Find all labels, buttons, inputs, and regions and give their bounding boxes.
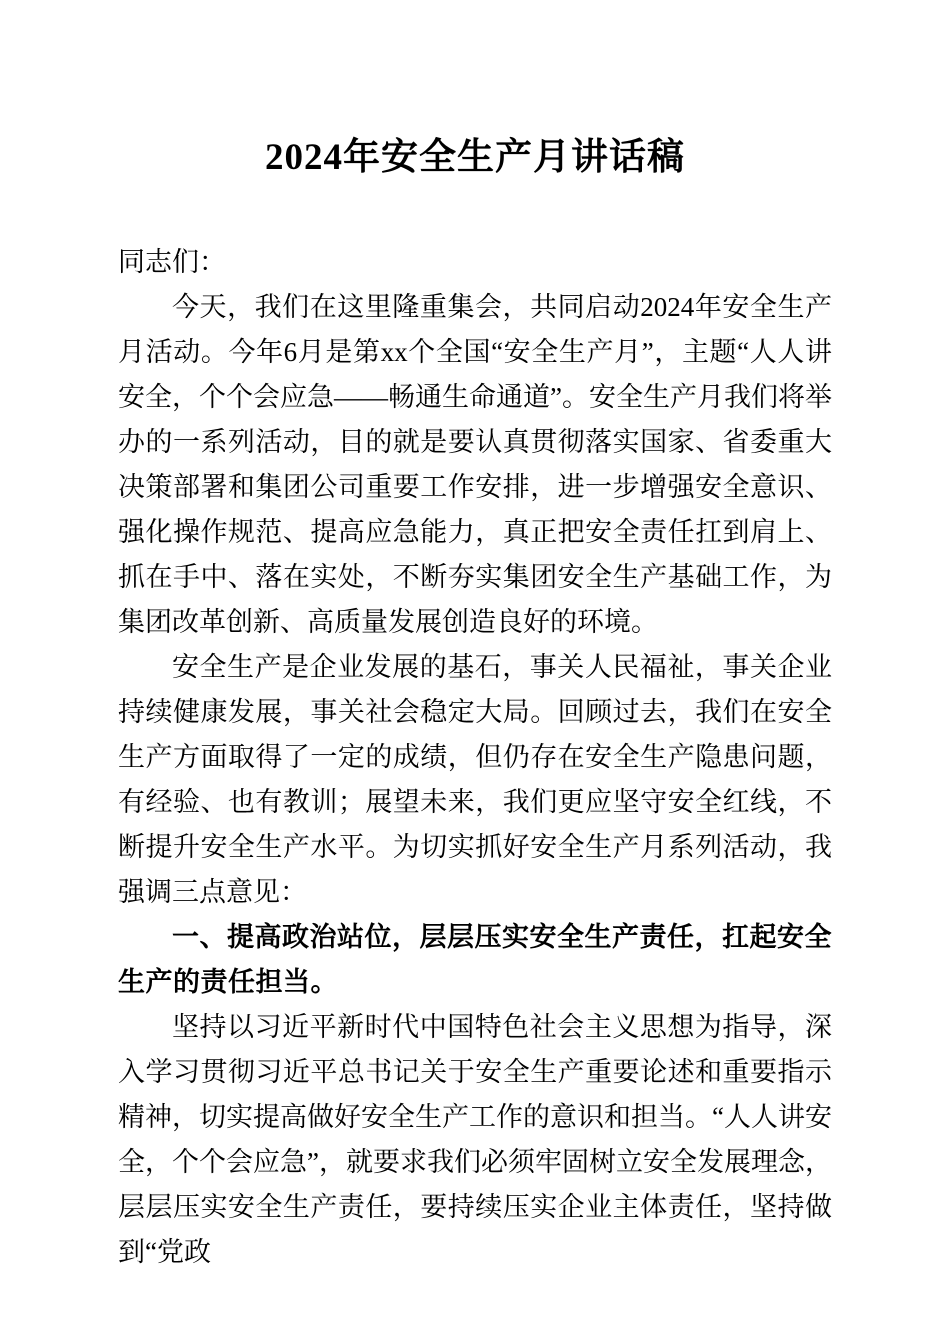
document-title: 2024年安全生产月讲话稿 — [265, 137, 685, 178]
body-paragraph-3: 坚持以习近平新时代中国特色社会主义思想为指导，深入学习贯彻习近平总书记关于安全生产重要论述和重要指示精神，切实提高做好安全生产工作的意识和担当。“人人讲安全，个个会应急”，就要求我们必须牢固树立安全发展理念，层层压实安全生产责任，要持续压实企业主体责任，坚持做到“党政 — [118, 1012, 832, 1267]
salutation-paragraph: 同志们： — [118, 247, 226, 277]
body-paragraph-2: 安全生产是企业发展的基石，事关人民福祉，事关企业持续健康发展，事关社会稳定大局。回顾过去，我们在安全生产方面取得了一定的成绩，但仍存在安全生产隐患问题，有经验、也有教训；展望未来，我们更应坚守安全红线，不断提升安全生产水平。为切实抓好安全生产月系列活动，我强调三点意见： — [118, 652, 832, 907]
body-paragraph-1: 今天，我们在这里隆重集会，共同启动2024年安全生产月活动。今年6月是第xx个全国“安全生产月”，主题“人人讲安全，个个会应急——畅通生命通道”。安全生产月我们将举办的一系列活动，目的就是要认真贯彻落实国家、省委重大决策部署和集团公司重要工作安排，进一步增强安全意识、强化操作规范、提高应急能力，真正把安全责任扛到肩上、抓在手中、落在实处，不断夯实集团安全生产基础工作，为集团改革创新、高质量发展创造良好的环境。 — [118, 292, 832, 637]
section-heading-1: 一、提高政治站位，层层压实安全生产责任，扛起安全生产的责任担当。 — [118, 922, 832, 997]
